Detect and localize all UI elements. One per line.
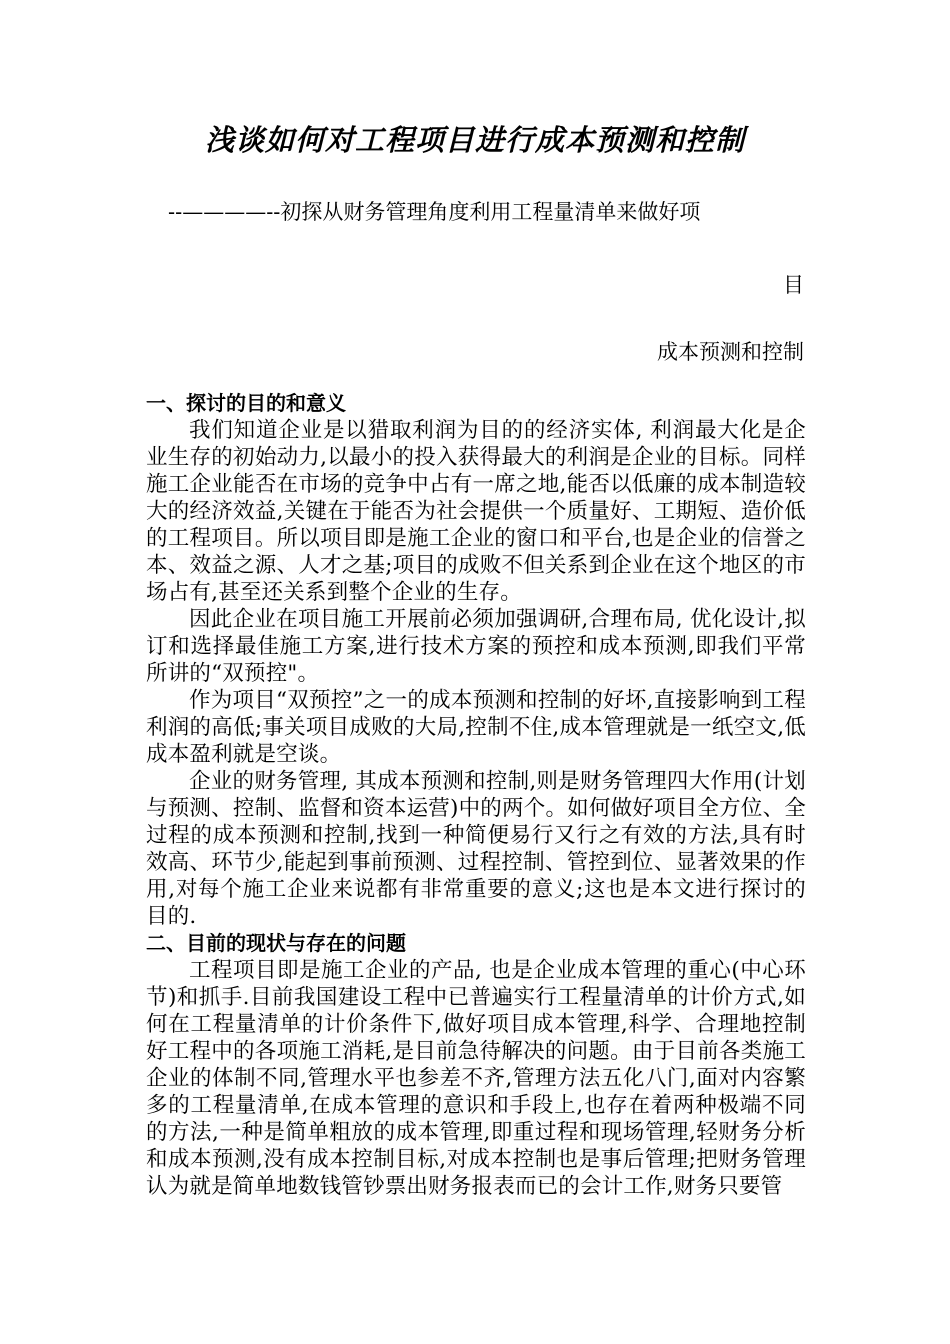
- body-paragraph: 企业的财务管理, 其成本预测和控制,则是财务管理四大作用(计划与预测、控制、监督和资本运营)中的两个。如何做好项目全方位、全过程的成本预测和控制,找到一种简便易行又行之有效的方法,具有时效高、环节少,能起到事前预测、过程控制、管控到位、显著效果的作用,对每个施工企业来说都有非常重要的意义;这也是本文进行探讨的目的.: [146, 769, 806, 929]
- section-heading-status: 二、目前的现状与存在的问题: [146, 931, 406, 955]
- body-paragraph: 我们知道企业是以猎取利润为目的的经济实体, 利润最大化是企业生存的初始动力,以最小的投入获得最大的利润是企业的目标。同样施工企业能否在市场的竞争中占有一席之地,能否以低廉的成本制造较大的经济效益,关键在于能否为社会提供一个质量好、工期短、造价低的工程项目。所以项目即是施工企业的窗口和平台,也是企业的信誉之本、效益之源、人才之基;项目的成败不但关系到企业在这个地区的市场占有,甚至还关系到整个企业的生存。: [146, 418, 806, 605]
- document-subtitle-continuation: 目: [783, 273, 804, 297]
- document-title: 浅谈如何对工程项目进行成本预测和控制: [204, 123, 745, 157]
- body-paragraph: 因此企业在项目施工开展前必须加强调研,合理布局, 优化设计,拟订和选择最佳施工方案,进行技术方案的预控和成本预测,即我们平常所讲的“双预控"。: [146, 607, 806, 686]
- document-subtitle-tail: 成本预测和控制: [657, 340, 804, 364]
- body-paragraph: 作为项目“双预控”之一的成本预测和控制的好坏,直接影响到工程利润的高低;事关项目成败的大局,控制不住,成本管理就是一纸空文,低成本盈利就是空谈。: [146, 688, 806, 767]
- section-heading-purpose: 一、探讨的目的和意义: [146, 391, 346, 415]
- body-paragraph: 工程项目即是施工企业的产品, 也是企业成本管理的重心(中心环节)和抓手.目前我国建设工程中已普遍实行工程量清单的计价方式,如何在工程量清单的计价条件下,做好项目成本管理,科学、合理地控制好工程中的各项施工消耗,是目前急待解决的问题。由于目前各类施工企业的体制不同,管理水平也参差不齐,管理方法五化八门,面对内容繁多的工程量清单,在成本管理的意识和手段上,也存在着两种极端不同的方法,一种是简单粗放的成本管理,即重过程和现场管理,轻财务分析和成本预测,没有成本控制目标,对成本控制也是事后管理;把财务管理认为就是简单地数钱管钞票出财务报表而已的会计工作,财务只要管: [146, 958, 806, 1199]
- document-body: [146, 390, 806, 1200]
- document-subtitle: --————--初探从财务管理角度利用工程量清单来做好项: [168, 200, 701, 224]
